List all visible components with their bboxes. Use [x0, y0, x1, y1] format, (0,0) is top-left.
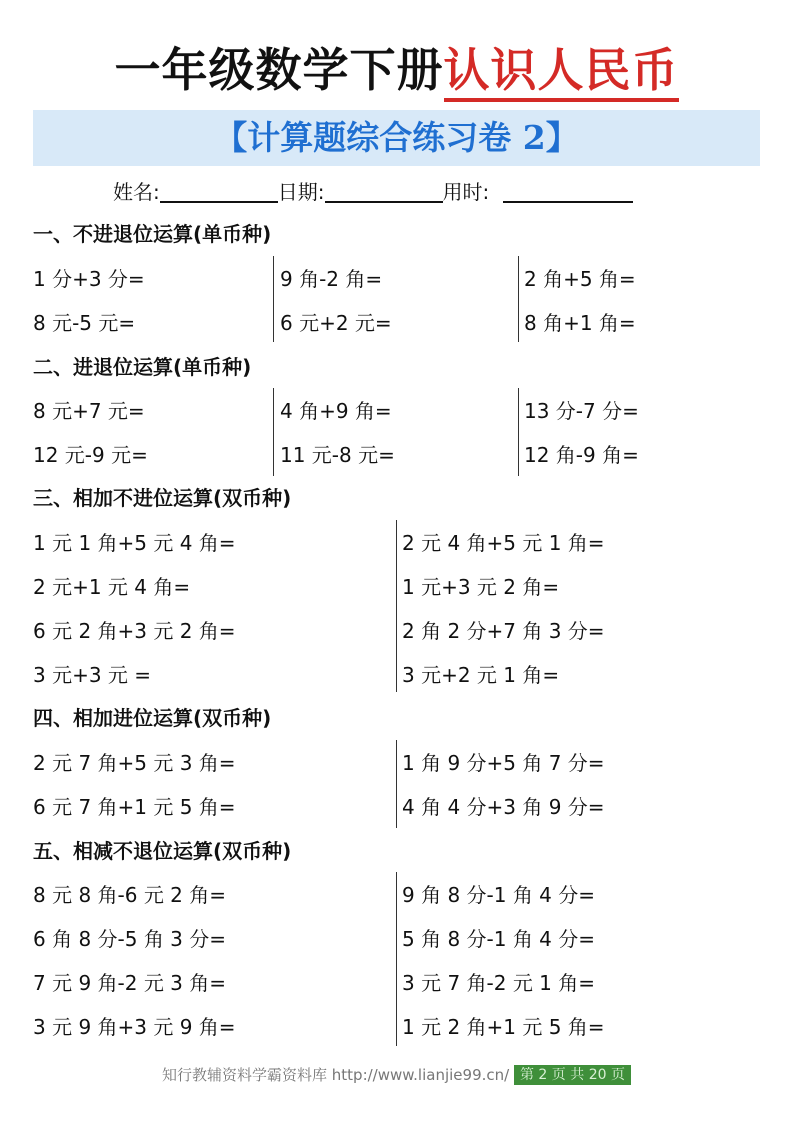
problem: 3 元 9 角+3 元 9 角= — [33, 1015, 236, 1039]
problem: 2 元+1 元 4 角= — [33, 575, 191, 599]
problem: 9 角 8 分-1 角 4 分= — [402, 883, 596, 907]
page-title — [0, 40, 793, 100]
title-main: 一年级数学下册 — [114, 43, 444, 97]
problem: 9 角-2 角= — [280, 267, 383, 291]
problem: 6 元 2 角+3 元 2 角= — [33, 619, 236, 643]
problem: 8 元-5 元= — [33, 311, 136, 335]
problem: 4 角+9 角= — [280, 399, 392, 423]
section-title: 四、相加进位运算(双币种) — [33, 706, 272, 730]
column-divider — [396, 740, 397, 828]
time-field[interactable] — [503, 179, 633, 203]
footer — [0, 1063, 793, 1087]
date-label: 日期: — [277, 180, 325, 204]
problem: 2 元 7 角+5 元 3 角= — [33, 751, 236, 775]
section-title: 一、不进退位运算(单币种) — [33, 222, 272, 246]
problem: 3 元 7 角-2 元 1 角= — [402, 971, 596, 995]
problem: 11 元-8 元= — [280, 443, 395, 467]
problem: 6 元+2 元= — [280, 311, 392, 335]
problem: 5 角 8 分-1 角 4 分= — [402, 927, 596, 951]
problem: 3 元+3 元 = — [33, 663, 152, 687]
column-divider — [273, 388, 274, 476]
column-divider — [518, 388, 519, 476]
problem: 12 角-9 角= — [524, 443, 639, 467]
problem: 2 角 2 分+7 角 3 分= — [402, 619, 605, 643]
problem: 8 元 8 角-6 元 2 角= — [33, 883, 227, 907]
page-badge: 第 2 页 共 20 页 — [514, 1065, 631, 1085]
problem: 1 元+3 元 2 角= — [402, 575, 560, 599]
column-divider — [396, 872, 397, 1046]
problem: 6 角 8 分-5 角 3 分= — [33, 927, 227, 951]
column-divider — [518, 256, 519, 342]
problem: 13 分-7 分= — [524, 399, 639, 423]
title-highlight: 认识人民币 — [444, 43, 679, 102]
problem: 8 角+1 角= — [524, 311, 636, 335]
problem: 2 角+5 角= — [524, 267, 636, 291]
problem: 1 分+3 分= — [33, 267, 145, 291]
time-label: 用时: — [442, 180, 490, 204]
problem: 8 元+7 元= — [33, 399, 145, 423]
problem: 7 元 9 角-2 元 3 角= — [33, 971, 227, 995]
problem: 1 角 9 分+5 角 7 分= — [402, 751, 605, 775]
problem: 2 元 4 角+5 元 1 角= — [402, 531, 605, 555]
info-line — [113, 177, 633, 207]
section-title: 二、进退位运算(单币种) — [33, 355, 252, 379]
problem: 1 元 1 角+5 元 4 角= — [33, 531, 236, 555]
section-title: 三、相加不进位运算(双币种) — [33, 486, 292, 510]
date-field[interactable] — [325, 179, 443, 203]
problem: 6 元 7 角+1 元 5 角= — [33, 795, 236, 819]
section-title: 五、相减不退位运算(双币种) — [33, 839, 292, 863]
subtitle: 【计算题综合练习卷 2】 — [214, 118, 579, 157]
footer-text[interactable]: 知行教辅资料学霸资料库 http://www.lianjie99.cn/ — [162, 1066, 510, 1084]
name-field[interactable] — [160, 179, 278, 203]
problem: 3 元+2 元 1 角= — [402, 663, 560, 687]
problem: 1 元 2 角+1 元 5 角= — [402, 1015, 605, 1039]
problem: 4 角 4 分+3 角 9 分= — [402, 795, 605, 819]
subtitle-band — [33, 110, 760, 166]
column-divider — [273, 256, 274, 342]
problem: 12 元-9 元= — [33, 443, 148, 467]
column-divider — [396, 520, 397, 692]
name-label: 姓名: — [113, 180, 160, 204]
